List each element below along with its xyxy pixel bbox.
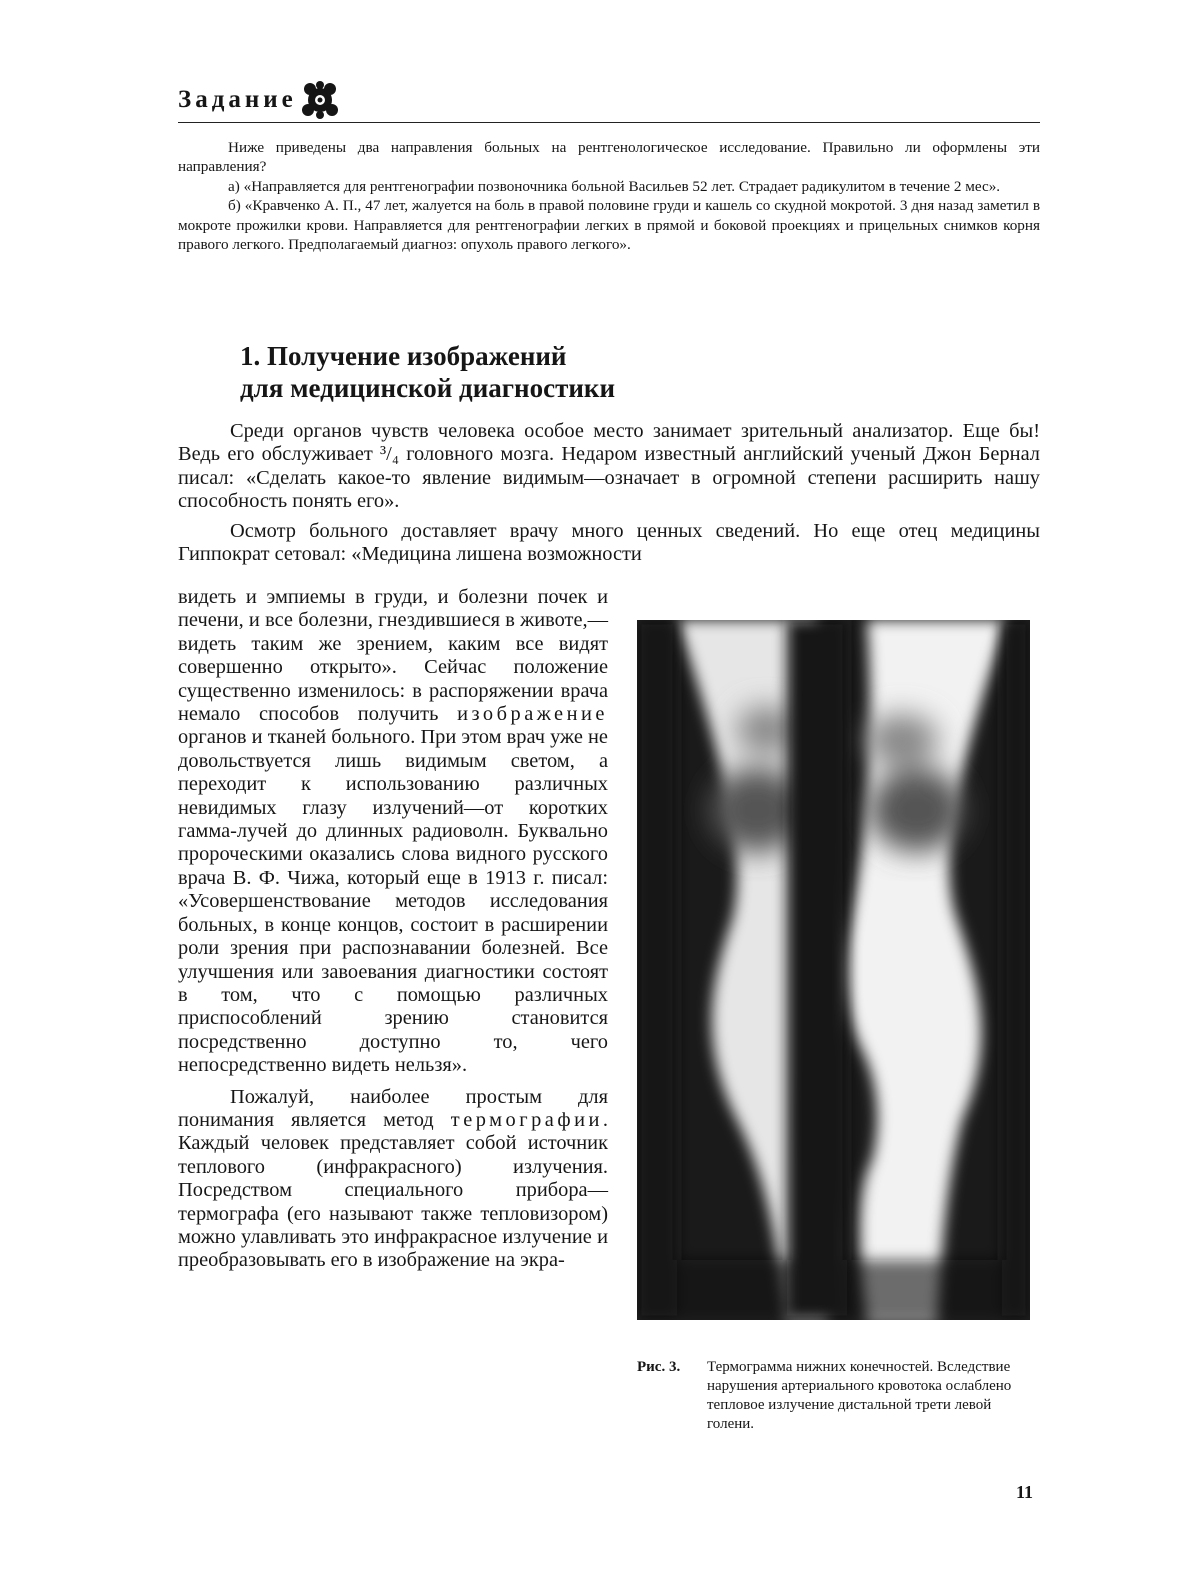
paragraph-1-part-a: Среди органов чувств человека особое место занимает зрительный анализатор. Еще бы! Ведь его обслуживает	[178, 420, 1040, 466]
body-text-column	[178, 586, 608, 1273]
task-header-title: Задание	[178, 86, 297, 113]
task-item-b: б) «Кравченко А. П., 47 лет, жалуется на боль в правой половине груди и кашель со скудной мокротой. 3 дня назад заметил в мокроте прожилки крови. Направляется для рентгенографии легких в прямой и боковой проекциях и прицельных снимков корня правого легкого. Предполагаемый диагноз: опухоль правого легкого».	[178, 197, 1040, 254]
body-text-full-width	[178, 420, 1040, 566]
paragraph-3	[178, 1086, 608, 1273]
section-title	[240, 340, 615, 404]
page-number: 11	[1016, 1482, 1034, 1502]
paragraph-3-part-b: . Каждый человек представляет собой источник теплового (инфракрасного) излучения. Посредством специального прибора—термографа (его называют также тепловизором) можно улавливать это инфракрасное излучение и преобразовывать его в изображение на экра-	[178, 1108, 608, 1272]
task-header	[178, 80, 1040, 123]
figure-caption	[637, 1358, 1037, 1434]
task-item-a: а) «Направляется для рентгенографии позвоночника больной Васильев 52 лет. Страдает радикулитом в течение 2 мес».	[228, 177, 1001, 195]
fraction: ³/₄	[380, 443, 399, 466]
thermogram-image	[637, 620, 1030, 1320]
paragraph-3-part-a: Пожалуй, наиболее простым для понимания является метод	[178, 1085, 608, 1131]
emphasis-term-thermography: термографии	[450, 1108, 603, 1131]
paragraph-2-part-a: видеть и эмпиемы в груди, и болезни почек и печени, и все болезни, гнездившиеся в животе,—видеть таким же зрением, каким все видят совершенно открыто». Сейчас положение существенно изменилось: в распоряжении врача немало способов получить	[178, 586, 608, 726]
paragraph-1	[178, 420, 1040, 514]
section-title-line-1: 1. Получение изображений	[240, 341, 567, 371]
emphasis-term: изображение	[457, 703, 608, 726]
paragraph-1-part-b: головного мозга. Недаром известный английский ученый Джон Бернал писал: «Сделать какое-то явление видимым—означает в огромной степени расширить нашу способность понять его».	[178, 443, 1040, 513]
figure-label: Рис. 3.	[637, 1359, 681, 1375]
task-block	[178, 138, 1040, 254]
paragraph-2-continued	[178, 586, 608, 1078]
section-title-line-2: для медицинской диагностики	[240, 373, 616, 403]
thermogram-figure	[637, 620, 1030, 1320]
ornament-icon	[298, 80, 342, 120]
figure-caption-text: Термограмма нижних конечностей. Вследствие нарушения артериального кровотока ослаблено тепловое излучение дистальной трети левой голени.	[707, 1359, 1012, 1432]
paragraph-2-part-b: органов и тканей больного. При этом врач уже не довольствуется лишь видимым светом, а переходит к использованию различных невидимых глазу излучений—от коротких гамма-лучей до длинных радиоволн. Буквально пророческими оказались слова видного русского врача В. Ф. Чижа, который еще в 1913 г. писал: «Усовершенствование методов исследования больных, в конце концов, состоит в расширении роли зрения при распознавании болезней. Все улучшения или завоевания диагностики состоят в том, что с помощью различных приспособлений зрению становится посредственно доступно то, чего непосредственно видеть нельзя».	[178, 726, 608, 1077]
task-intro: Ниже приведены два направления больных на рентгенологическое исследование. Правильно ли оформлены эти направления?	[178, 139, 1040, 176]
paragraph-2-start: Осмотр больного доставляет врачу много ценных сведений. Но еще отец медицины Гиппократ сетовал: «Медицина лишена возможности	[178, 519, 1040, 566]
